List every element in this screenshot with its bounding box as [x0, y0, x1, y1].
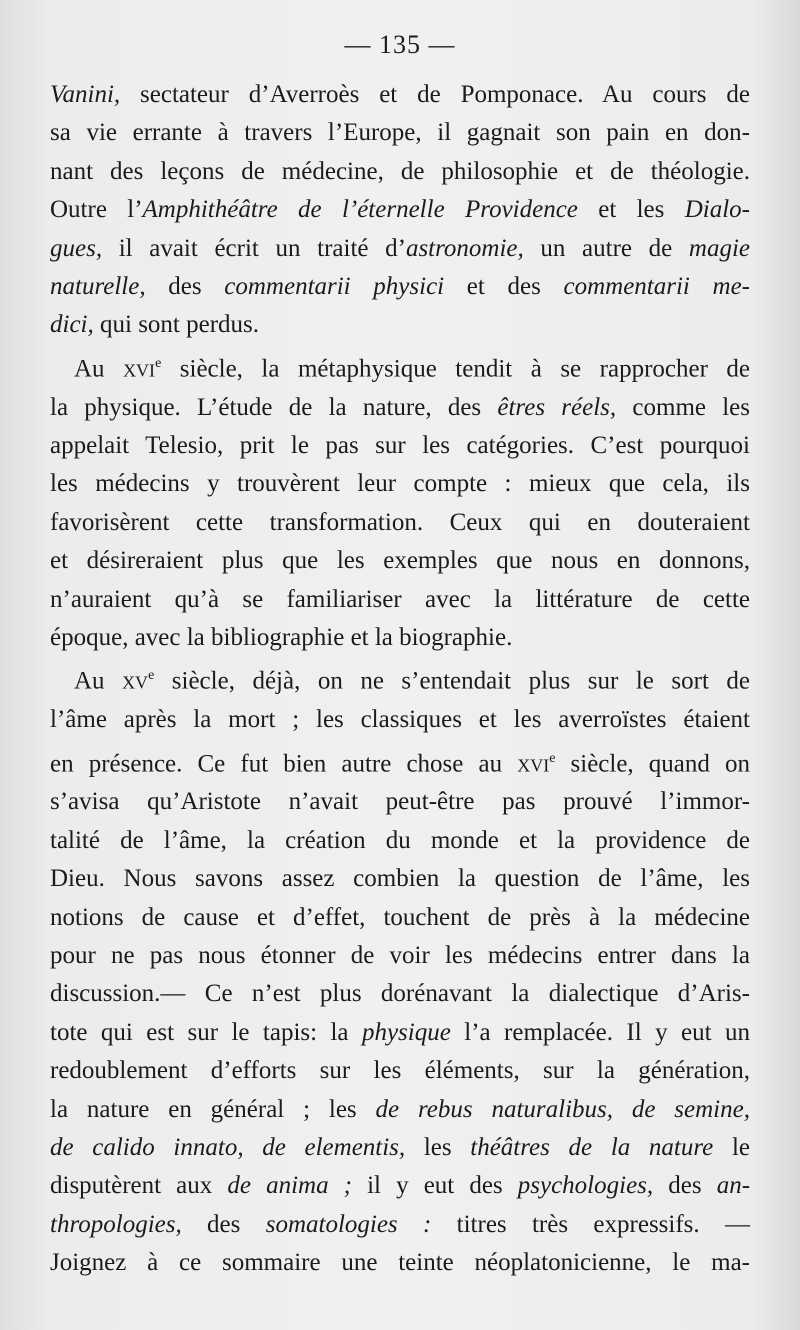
text-line: [50, 619, 750, 657]
text-segment: xvi: [517, 749, 550, 777]
text-segment: il avait écrit un traité d’: [102, 234, 406, 262]
text-segment: notions de cause et d’effet, touchent de près à la médecine: [50, 903, 750, 931]
text-line: [50, 937, 750, 975]
text-line: [50, 389, 750, 427]
text-line: [50, 306, 750, 344]
text-segment: gues,: [50, 234, 103, 262]
text-segment: commentarii me-: [563, 273, 751, 301]
text-line: [50, 899, 750, 937]
text-line: [50, 657, 750, 701]
text-line: [50, 504, 750, 542]
text-segment: Dieu. Nous savons assez combien la question de l’âme, les: [50, 865, 750, 893]
text-line: [50, 153, 750, 191]
text-segment: comme les: [616, 393, 750, 421]
text-line: [50, 822, 750, 860]
text-segment: et désireraient plus que les exemples que nous en donnons,: [50, 547, 750, 575]
text-segment: époque, avec la bibliographie et la biographie.: [50, 624, 513, 652]
text-segment: talité de l’âme, la création du monde et la providence de: [50, 826, 750, 854]
text-segment: sectateur d’Averroès et de Pomponace. Au cours de: [120, 81, 750, 108]
text-line: [50, 76, 750, 114]
text-segment: tote qui est sur le tapis: la: [50, 1018, 362, 1046]
text-segment: la nature en général ; les: [50, 1095, 376, 1123]
text-segment: Au: [74, 667, 123, 695]
text-segment: théâtres de la nature: [470, 1133, 714, 1161]
text-segment: an-: [716, 1172, 751, 1200]
text-segment: psychologies,: [517, 1172, 654, 1200]
text-segment: n’auraient qu’à se familiariser avec la littérature de cette: [50, 585, 750, 613]
text-line: [50, 268, 750, 306]
text-segment: Dialo-: [684, 196, 750, 224]
text-segment: redoublement d’efforts sur les éléments, sur la génération,: [50, 1057, 750, 1085]
text-line: [50, 1091, 750, 1129]
text-line: [50, 1244, 750, 1282]
text-segment: de anima ;: [227, 1172, 353, 1200]
text-segment: et des: [444, 273, 564, 301]
text-line: [50, 1129, 750, 1167]
text-line: [50, 581, 750, 619]
text-segment: dici,: [50, 311, 94, 339]
text-segment: il y eut des: [352, 1172, 518, 1200]
text-line: [50, 1206, 750, 1244]
text-line: [50, 427, 750, 465]
text-segment: des: [653, 1172, 717, 1200]
text-segment: favorisèrent cette transformation. Ceux qui en douteraient: [50, 508, 750, 536]
text-segment: siècle, déjà, on ne s’entendait plus sur le sort de: [154, 667, 750, 695]
text-segment: commentarii physici: [224, 273, 445, 301]
text-segment: siècle, la métaphysique tendit à se rapprocher de: [161, 355, 750, 383]
text-line: [50, 1014, 750, 1052]
text-segment: somatologies :: [265, 1210, 432, 1238]
text-segment: Au: [74, 355, 124, 383]
text-segment: l’a remplacée. Il y eut un: [450, 1018, 750, 1046]
text-segment: les: [405, 1133, 471, 1161]
text-line: [50, 345, 750, 389]
text-segment: des: [181, 1210, 266, 1238]
text-segment: e: [155, 355, 162, 371]
text-line: [50, 701, 750, 739]
text-segment: disputèrent aux: [50, 1172, 228, 1200]
text-segment: appelait Telesio, prit le pas sur les catégories. C’est pourquoi: [50, 431, 750, 459]
text-line: [50, 783, 750, 821]
text-segment: astronomie,: [405, 234, 524, 262]
text-segment: des: [145, 273, 225, 301]
text-segment: l’âme après la mort ; les classiques et les averroïstes étaient: [50, 706, 750, 734]
text-line: [50, 114, 750, 152]
text-segment: xv: [122, 667, 149, 695]
text-segment: thropologies,: [50, 1210, 182, 1238]
text-segment: e: [549, 750, 556, 766]
text-segment: s’avisa qu’Aristote n’avait peut-être pas prouvé l’immor-: [50, 788, 750, 816]
text-segment: les médecins y trouvèrent leur compte : mieux que cela, ils: [50, 470, 750, 498]
body-text: [50, 76, 750, 1283]
text-segment: un autre de: [523, 234, 689, 262]
text-line: [50, 542, 750, 580]
text-segment: en présence. Ce fut bien autre chose au: [50, 749, 518, 777]
text-segment: la physique. L’étude de la nature, des: [50, 393, 498, 421]
text-segment: physique: [361, 1018, 451, 1046]
text-segment: discussion.— Ce n’est plus dorénavant la dialectique d’Aris-: [50, 980, 750, 1008]
text-segment: Joignez à ce sommaire une teinte néoplatonicienne, le ma-: [50, 1249, 750, 1277]
text-line: [50, 860, 750, 898]
text-segment: siècle, quand on: [555, 749, 750, 777]
text-segment: le: [713, 1133, 750, 1161]
text-segment: de calido innato, de elementis,: [50, 1133, 406, 1161]
text-line: [50, 1052, 750, 1090]
text-segment: qui sont perdus.: [93, 311, 260, 339]
text-line: [50, 191, 750, 229]
text-segment: Amphithéâtre de l’éternelle Providence: [142, 196, 578, 224]
text-segment: de rebus naturalibus, de semine,: [375, 1095, 750, 1123]
text-line: [50, 465, 750, 503]
text-segment: naturelle,: [50, 273, 146, 301]
page-number: — 135 —: [344, 30, 456, 59]
text-line: [50, 975, 750, 1013]
text-segment: magie: [688, 234, 750, 262]
text-segment: pour ne pas nous étonner de voir les médecins entrer dans la: [50, 941, 750, 969]
text-segment: e: [148, 668, 155, 684]
text-segment: sa vie errante à travers l’Europe, il gagnait son pain en don-: [50, 119, 750, 147]
text-line: [50, 230, 750, 268]
text-segment: Vanini,: [50, 81, 121, 108]
text-line: [50, 740, 750, 784]
text-line: [50, 1167, 750, 1205]
text-segment: et les: [577, 196, 685, 224]
text-segment: êtres réels,: [497, 393, 617, 421]
text-segment: Outre l’: [50, 196, 143, 224]
text-segment: xvi: [123, 355, 156, 383]
text-segment: nant des leçons de médecine, de philosophie et de théologie.: [50, 157, 750, 185]
text-segment: titres très expressifs. —: [431, 1210, 750, 1238]
